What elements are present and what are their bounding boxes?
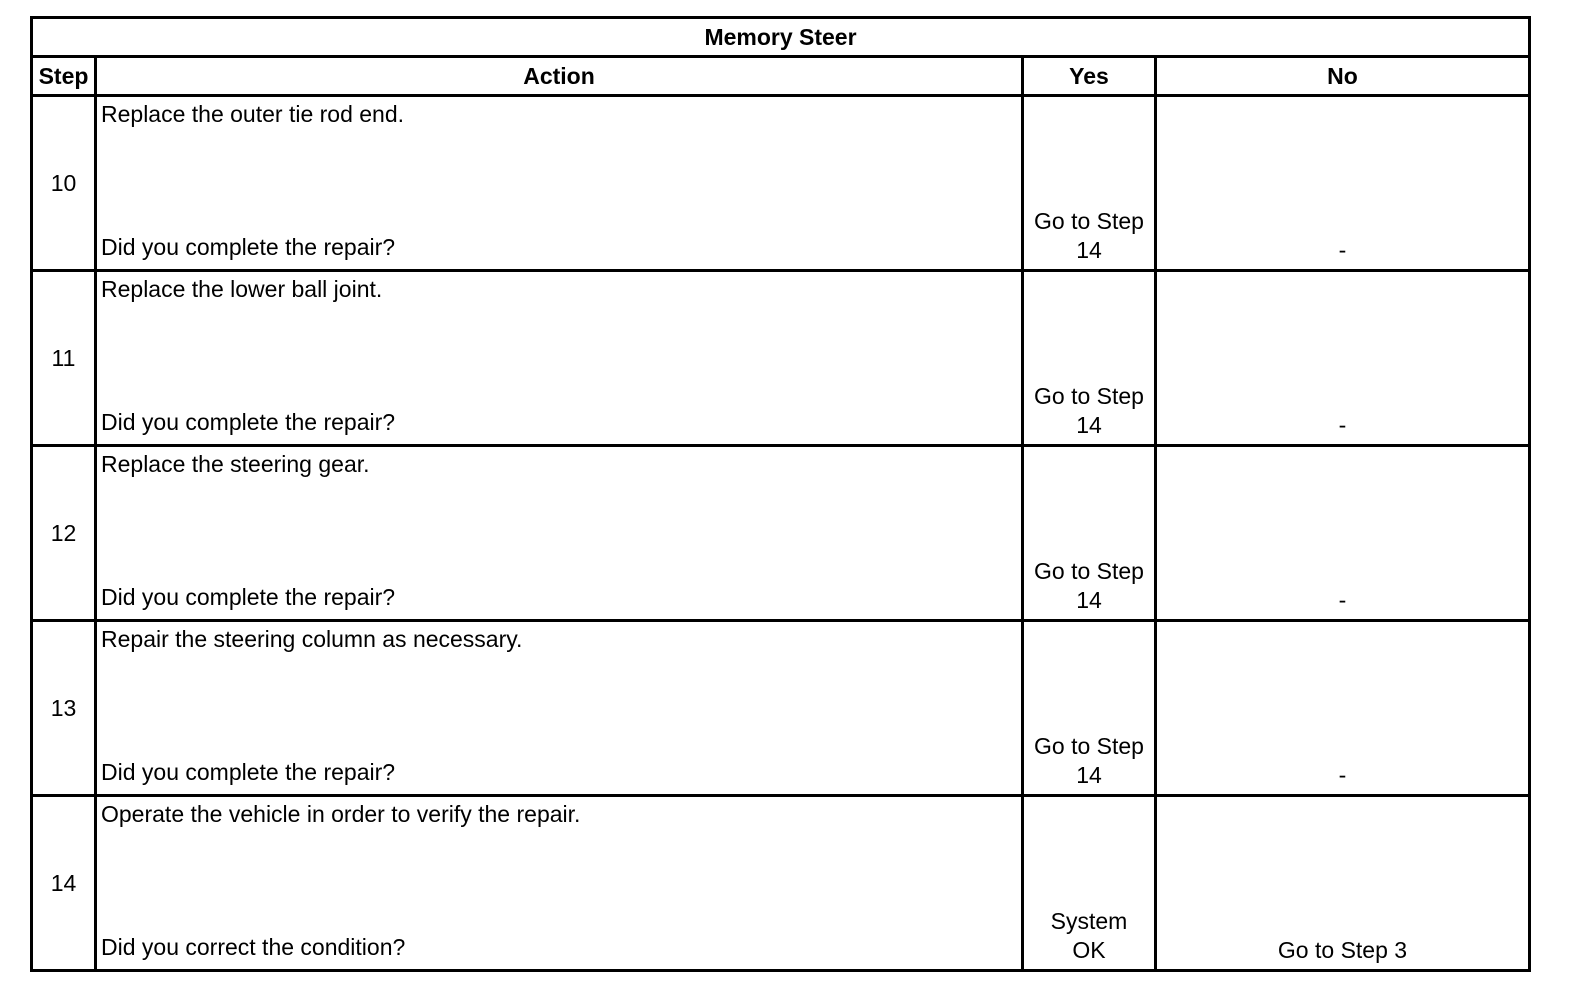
action-text: Repair the steering column as necessary. [101, 626, 523, 652]
step-number: 11 [32, 271, 96, 446]
action-text: Replace the steering gear. [101, 451, 370, 477]
action-question: Did you complete the repair? [101, 409, 396, 435]
header-yes: Yes [1023, 57, 1156, 96]
action-question: Did you complete the repair? [101, 584, 396, 610]
action-text: Replace the outer tie rod end. [101, 101, 405, 127]
yes-cell [1023, 446, 1156, 621]
yes-line-1: Go to Step [1034, 558, 1144, 584]
action-text: Operate the vehicle in order to verify the repair. [101, 801, 581, 827]
yes-line-2: 14 [1076, 762, 1102, 788]
step-number: 14 [32, 796, 96, 971]
action-cell [96, 96, 1023, 271]
yes-line-1: Go to Step [1034, 383, 1144, 409]
header-action: Action [96, 57, 1023, 96]
no-cell: Go to Step 3 [1156, 796, 1530, 971]
yes-line-2: 14 [1076, 412, 1102, 438]
header-step: Step [32, 57, 96, 96]
yes-line-2: OK [1072, 937, 1106, 963]
table-row [32, 621, 1530, 796]
yes-line-2: 14 [1076, 237, 1102, 263]
table-row [32, 271, 1530, 446]
table-title-row [32, 18, 1530, 57]
no-cell: - [1156, 621, 1530, 796]
step-number: 10 [32, 96, 96, 271]
table-row [32, 96, 1530, 271]
action-cell [96, 446, 1023, 621]
action-question: Did you complete the repair? [101, 759, 396, 785]
header-no: No [1156, 57, 1530, 96]
action-cell [96, 796, 1023, 971]
yes-line-1: Go to Step [1034, 208, 1144, 234]
action-cell [96, 621, 1023, 796]
action-question: Did you complete the repair? [101, 234, 396, 260]
action-cell [96, 271, 1023, 446]
step-number: 12 [32, 446, 96, 621]
yes-cell [1023, 96, 1156, 271]
yes-line-2: 14 [1076, 587, 1102, 613]
table-header-row [32, 57, 1530, 96]
yes-cell [1023, 621, 1156, 796]
step-number: 13 [32, 621, 96, 796]
no-cell: - [1156, 271, 1530, 446]
yes-line-1: Go to Step [1034, 733, 1144, 759]
action-text: Replace the lower ball joint. [101, 276, 383, 302]
table-row [32, 446, 1530, 621]
yes-cell [1023, 271, 1156, 446]
no-cell: - [1156, 96, 1530, 271]
table-row [32, 796, 1530, 971]
no-cell: - [1156, 446, 1530, 621]
yes-line-1: System [1050, 908, 1128, 934]
table-title: Memory Steer [32, 18, 1530, 57]
diagnostic-table [30, 16, 1531, 972]
yes-cell [1023, 796, 1156, 971]
action-question: Did you correct the condition? [101, 934, 406, 960]
